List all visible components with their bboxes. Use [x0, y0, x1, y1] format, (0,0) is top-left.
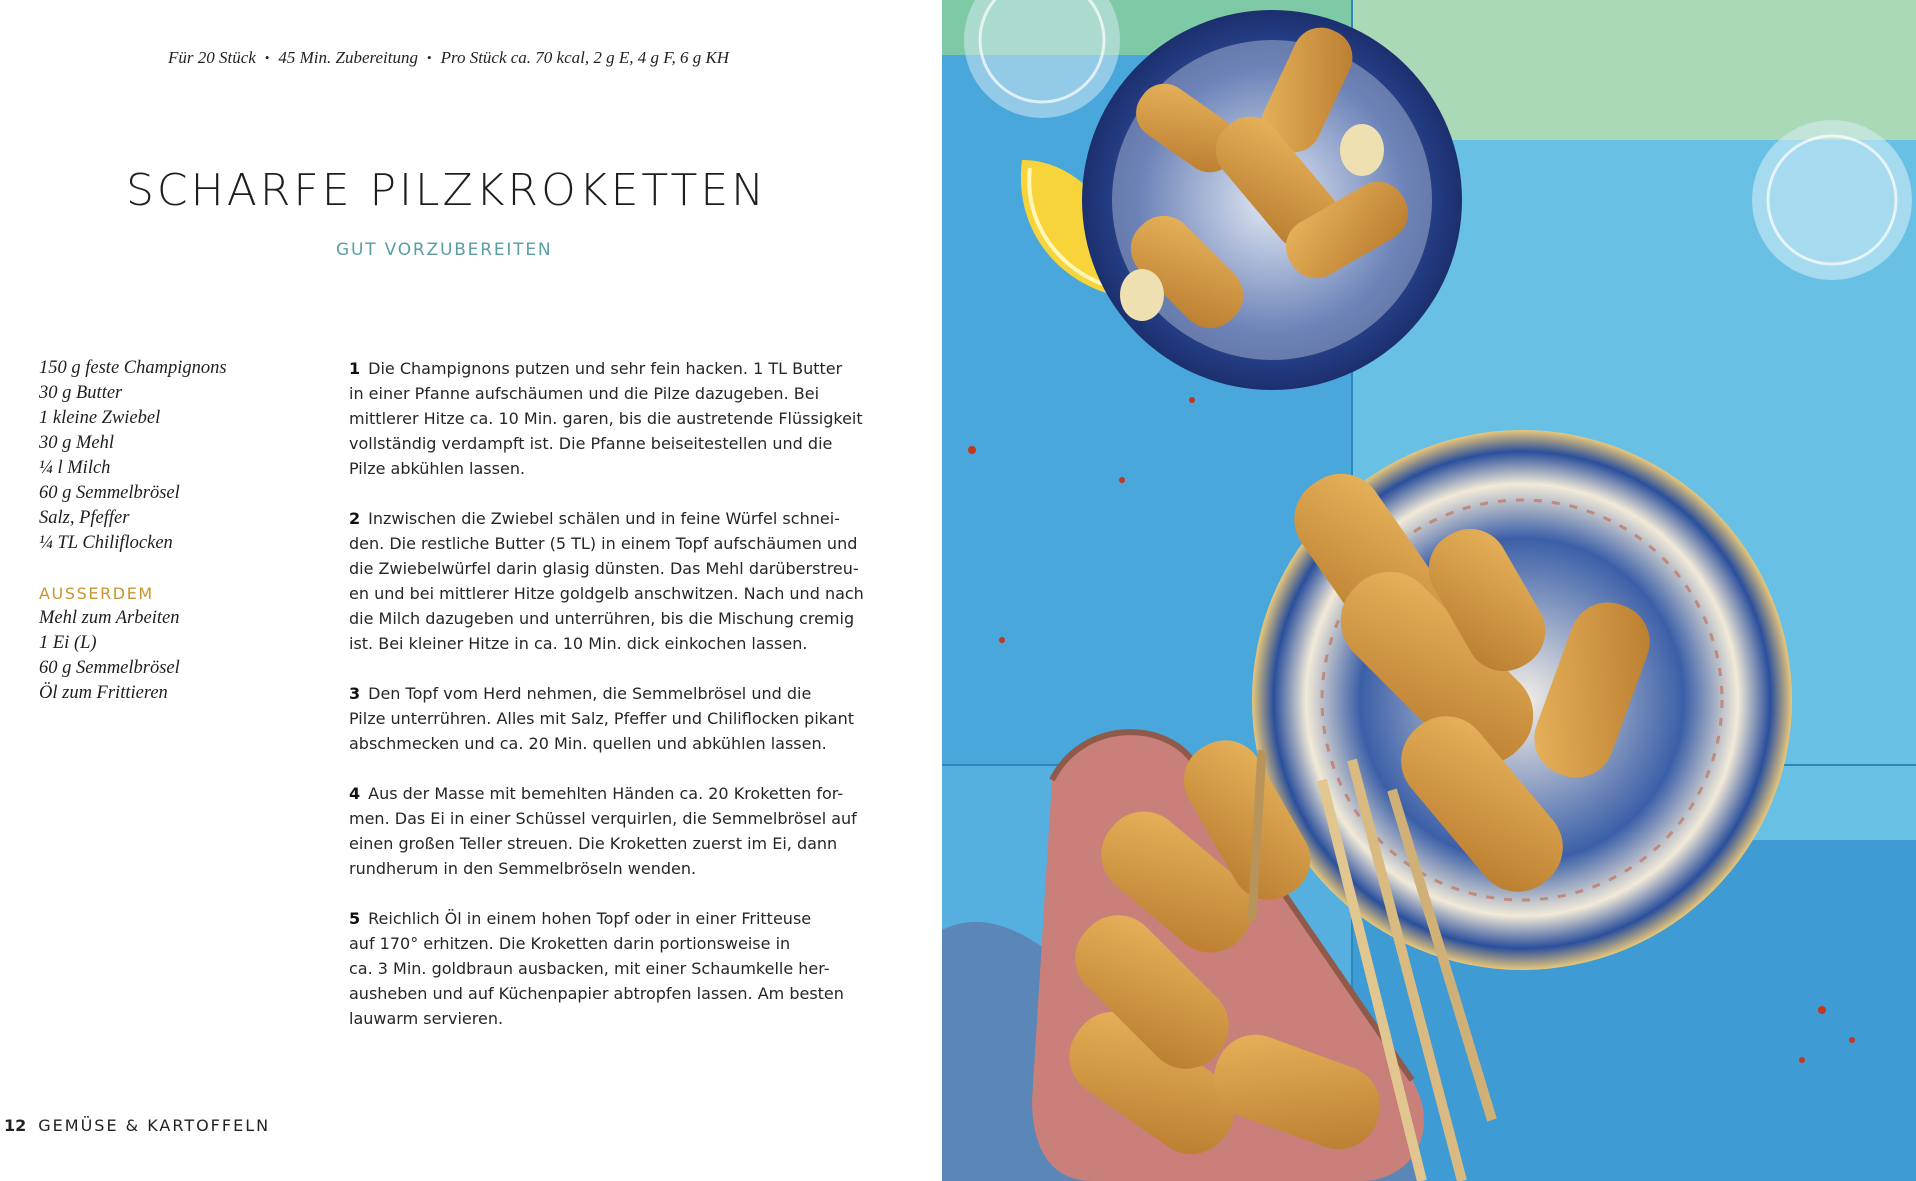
recipe-meta [168, 48, 808, 68]
chili-flake [968, 446, 976, 454]
step-line: ausheben und auf Küchenpapier abtropfen lassen. Am besten [349, 984, 844, 1003]
step-4 [349, 781, 869, 881]
separator-dot: • [427, 50, 432, 65]
step-3 [349, 681, 869, 756]
servings-text: Für 20 Stück [168, 48, 256, 67]
ingredient-item: 1 kleine Zwiebel [39, 408, 161, 428]
extra-ingredient-item: Mehl zum Arbeiten [39, 608, 180, 628]
step-number: 1 [349, 359, 361, 378]
ingredient-item: 150 g feste Champignons [39, 358, 227, 378]
croquette-cut [1120, 269, 1164, 321]
recipe-subtitle: GUT VORZUBEREITEN [336, 240, 553, 260]
step-line [349, 781, 869, 806]
step-line: vollständig verdampft ist. Die Pfanne beiseitestellen und die [349, 434, 833, 453]
step-line [349, 906, 869, 931]
section-name: GEMÜSE & KARTOFFELN [38, 1116, 271, 1135]
extra-ingredient-item: 1 Ei (L) [39, 633, 97, 653]
step-line [349, 506, 869, 531]
food-photo [942, 0, 1916, 1181]
extra-ingredient-item: 60 g Semmelbrösel [39, 658, 180, 678]
step-text: Reichlich Öl in einem hohen Topf oder in einer Fritteuse [368, 909, 812, 928]
chili-flake [1849, 1037, 1855, 1043]
step-line: die Zwiebelwürfel darin glasig dünsten. Das Mehl darüberstreu- [349, 559, 859, 578]
step-text: Aus der Masse mit bemehlten Händen ca. 20 Kroketten for- [368, 784, 844, 803]
step-text: Den Topf vom Herd nehmen, die Semmelbrösel und die [368, 684, 812, 703]
step-text: Die Champignons putzen und sehr fein hacken. 1 TL Butter [368, 359, 843, 378]
step-line: Pilze unterrühren. Alles mit Salz, Pfeffer und Chiliflocken pikant [349, 709, 854, 728]
step-line: abschmecken und ca. 20 Min. quellen und abkühlen lassen. [349, 734, 827, 753]
step-text: Inzwischen die Zwiebel schälen und in feine Würfel schnei- [368, 509, 840, 528]
step-line [349, 681, 869, 706]
chili-flake [1799, 1057, 1805, 1063]
step-line: Pilze abkühlen lassen. [349, 459, 526, 478]
step-line: lauwarm servieren. [349, 1009, 504, 1028]
step-1 [349, 356, 869, 481]
step-line: ca. 3 Min. goldbraun ausbacken, mit einer Schaumkelle her- [349, 959, 830, 978]
ingredient-item: ¼ TL Chiliflocken [39, 533, 173, 553]
step-number: 5 [349, 909, 361, 928]
ingredient-item: ¼ l Milch [39, 458, 111, 478]
ingredient-item: 30 g Mehl [39, 433, 115, 453]
step-line: en und bei mittlerer Hitze goldgelb anschwitzen. Nach und nach [349, 584, 864, 603]
title-row [126, 160, 776, 220]
prep-time-text: 45 Min. Zubereitung [278, 48, 419, 67]
step-line [349, 356, 869, 381]
step-line: rundherum in den Semmelbröseln wenden. [349, 859, 697, 878]
step-line: mittlerer Hitze ca. 10 Min. garen, bis die austretende Flüssigkeit [349, 409, 863, 428]
nutrition-text: Pro Stück ca. 70 kcal, 2 g E, 4 g F, 6 g KH [440, 48, 730, 67]
recipe-page [0, 0, 942, 1181]
page-number: 12 [4, 1116, 27, 1135]
extra-ingredients-heading: AUSSERDEM [39, 584, 154, 603]
chili-flake [1189, 397, 1195, 403]
step-number: 2 [349, 509, 361, 528]
step-line: einen großen Teller streuen. Die Kroketten zuerst im Ei, dann [349, 834, 838, 853]
step-line: den. Die restliche Butter (5 TL) in einem Topf aufschäumen und [349, 534, 858, 553]
chili-flake [1818, 1006, 1826, 1014]
food-photo-illustration [942, 0, 1916, 1181]
ingredient-item: Salz, Pfeffer [39, 508, 130, 528]
chili-flake [999, 637, 1005, 643]
step-line: die Milch dazugeben und unterrühren, bis die Mischung cremig [349, 609, 855, 628]
ingredient-list [39, 356, 299, 706]
extra-ingredient-item: Öl zum Frittieren [39, 683, 168, 703]
step-line: men. Das Ei in einer Schüssel verquirlen, die Semmelbrösel auf [349, 809, 857, 828]
instruction-steps [349, 356, 869, 1056]
chili-flake [1119, 477, 1125, 483]
page-footer [4, 1116, 404, 1135]
page-title: SCHARFE PILZKROKETTEN [126, 164, 768, 216]
separator-dot: • [264, 50, 270, 65]
ingredient-item: 60 g Semmelbrösel [39, 483, 180, 503]
croquette-cut [1340, 124, 1384, 176]
step-5 [349, 906, 869, 1031]
step-line: auf 170° erhitzen. Die Kroketten darin portionsweise in [349, 934, 791, 953]
step-2 [349, 506, 869, 656]
step-number: 3 [349, 684, 361, 703]
ingredient-item: 30 g Butter [39, 383, 123, 403]
step-line: ist. Bei kleiner Hitze in ca. 10 Min. dick einkochen lassen. [349, 634, 808, 653]
step-number: 4 [349, 784, 361, 803]
water-glass [1752, 120, 1912, 280]
step-line: in einer Pfanne aufschäumen und die Pilze dazugeben. Bei [349, 384, 820, 403]
